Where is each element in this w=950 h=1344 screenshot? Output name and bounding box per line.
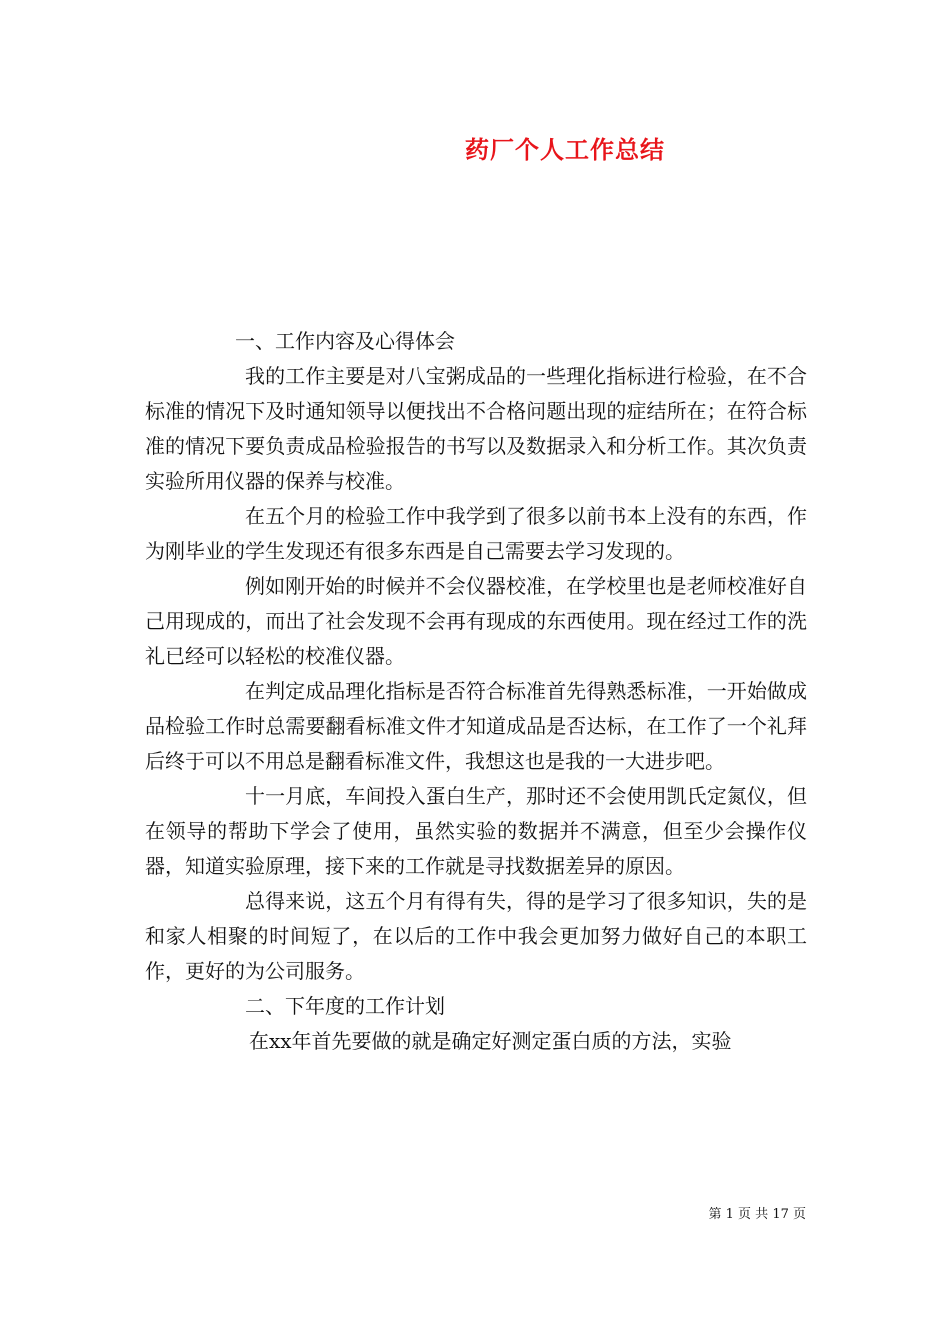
body-paragraph: 我的工作主要是对八宝粥成品的一些理化指标进行检验，在不合标准的情况下及时通知领导以便找出不合格问题出现的症结所在；在符合标准的情况下要负责成品检验报告的书写以及数据录入和分析工作。其次负责实验所用仪器的保养与校准。 [145,364,807,493]
body-paragraph: 十一月底，车间投入蛋白生产，那时还不会使用凯氏定氮仪，但在领导的帮助下学会了使用，虽然实验的数据并不满意，但至少会操作仪器，知道实验原理，接下来的工作就是寻找数据差异的原因。 [145,784,807,878]
section-heading-next-year-plan: 二、下年度的工作计划 [245,994,445,1018]
body-paragraph: 总得来说，这五个月有得有失，得的是学习了很多知识，失的是和家人相聚的时间短了，在以后的工作中我会更加努力做好自己的本职工作，更好的为公司服务。 [145,889,807,983]
body-paragraph: 在五个月的检验工作中我学到了很多以前书本上没有的东西，作为刚毕业的学生发现还有很多东西是自己需要去学习发现的。 [145,504,807,563]
document-title: 药厂个人工作总结 [465,135,665,164]
body-paragraph: 在xx年首先要做的就是确定好测定蛋白质的方法，实验 [249,1029,732,1053]
page-number-footer: 第 1 页 共 17 页 [708,1207,806,1222]
section-heading-work-content: 一、工作内容及心得体会 [235,329,455,353]
body-paragraph: 在判定成品理化指标是否符合标准首先得熟悉标准，一开始做成品检验工作时总需要翻看标准文件才知道成品是否达标，在工作了一个礼拜后终于可以不用总是翻看标准文件，我想这也是我的一大进步吧。 [145,679,807,773]
body-paragraph: 例如刚开始的时候并不会仪器校准，在学校里也是老师校准好自己用现成的，而出了社会发现不会再有现成的东西使用。现在经过工作的洗礼已经可以轻松的校准仪器。 [145,574,807,668]
document-body [145,324,807,1059]
